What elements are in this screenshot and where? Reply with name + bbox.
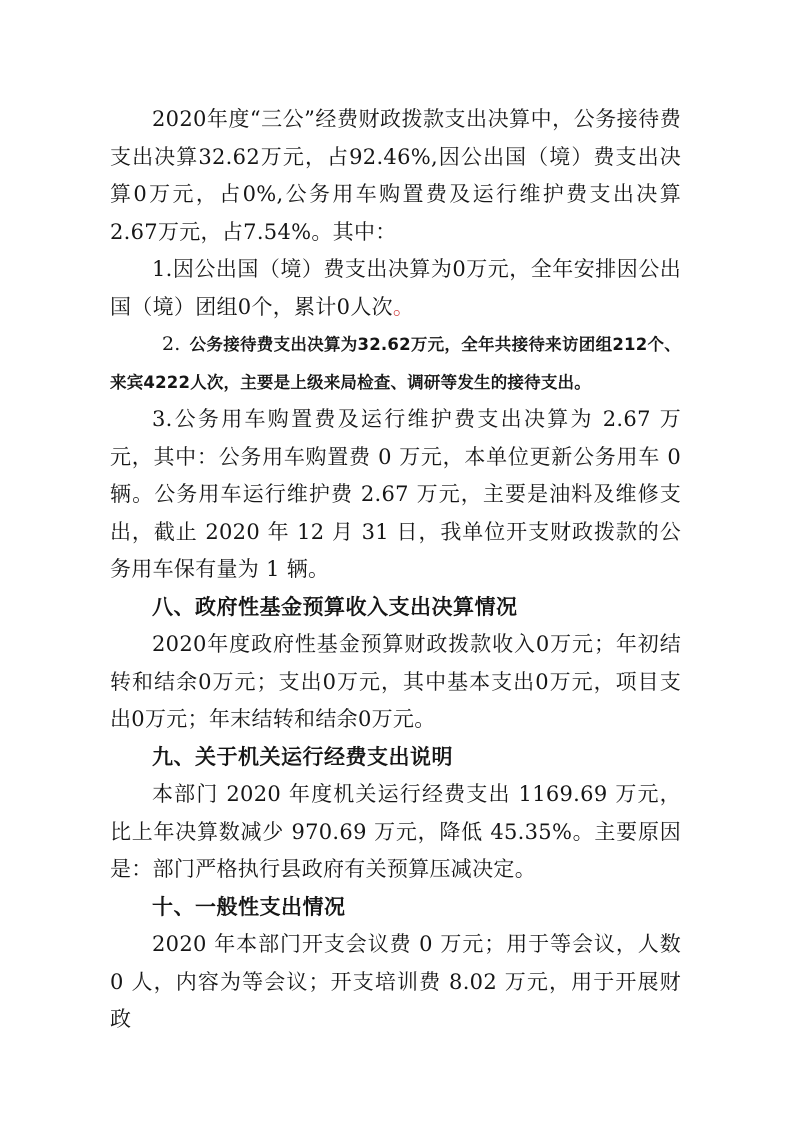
heading-section-10-general-expense: 十、一般性支出情况 — [152, 894, 346, 919]
item2-number: 2. — [162, 333, 181, 355]
para-section-9-operating-expense: 本部门 2020 年度机关运行经费支出 1169.69 万元，比上年决算数减少 970.69 万元，降低 45.35%。主要原因是：部门严格执行县政府有关预算压减决定。 — [110, 782, 681, 881]
heading-section-8-government-fund: 八、政府性基金预算收入支出决算情况 — [152, 594, 518, 619]
para-sangong-summary: 2020年度“三公”经费财政拨款支出决算中，公务接待费支出决算32.62万元，占92.46%,因公出国（境）费支出决算0万元，占0%,公务用车购置费及运行维护费支出决算2.67万元，占7.54%。其中： — [110, 107, 681, 244]
para-item1-abroad-expense — [110, 251, 681, 326]
heading-section-9-operating-expense: 九、关于机关运行经费支出说明 — [152, 744, 453, 769]
item1-text: 1.因公出国（境）费支出决算为0万元，全年安排因公出国（境）团组0个，累计0人次 — [110, 257, 681, 319]
item2-text: 公务接待费支出决算为32.62万元，全年共接待来访团组212个、来宾4222人次，主要是上级来局检查、调研等发生的接待支出。 — [110, 335, 681, 392]
para-section-10-general-expense: 2020 年本部门开支会议费 0 万元；用于等会议，人数 0 人，内容为等会议；开支培训费 8.02 万元，用于开展财政 — [110, 932, 681, 1031]
para-item3-vehicle-expense: 3.公务用车购置费及运行维护费支出决算为 2.67 万元，其中：公务用车购置费 0 万元，本单位更新公务用车 0 辆。公务用车运行维护费 2.67 万元，主要是油料及维修支出，截止 2020 年 12 月 31 日，我单位开支财政拨款的公务用车保有量为 1 辆。 — [110, 407, 681, 581]
para-section-8-government-fund: 2020年度政府性基金预算财政拨款收入0万元；年初结转和结余0万元；支出0万元，其中基本支出0万元，项目支出0万元；年末结转和结余0万元。 — [110, 632, 681, 731]
para-item2-reception-expense — [110, 326, 681, 401]
item1-red-period: 。 — [392, 294, 415, 319]
